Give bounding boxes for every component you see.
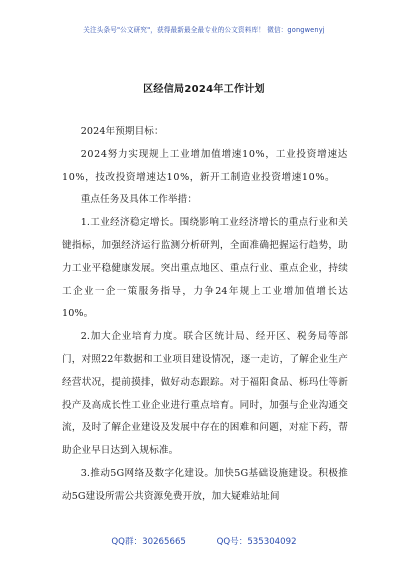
document-title: 区经信局2024年工作计划 — [143, 84, 265, 95]
paragraph-task-1: 1.工业经济稳定增长。围绕影响工业经济增长的重点行业和关键指标，加强经济运行监测分析研判，全面准确把握运行趋势，助力工业平稳健康发展。突出重点地区、重点行业、重点企业，持续工企业一企一策服务指导，力争24年规上工业增加值增长达10%。 — [62, 217, 348, 320]
contact-footer — [0, 535, 408, 547]
paragraph-targets: 2024努力实现规上工业增加值增速10%，工业投资增速达10%，技改投资增速达10%，新开工制造业投资增速10%。 — [62, 148, 348, 183]
paragraph-target-heading: 2024年预期目标： — [80, 126, 164, 137]
paragraph-tasks-heading: 重点任务及具体工作举措： — [80, 194, 198, 206]
qq-group-text: QQ群：30265665 — [111, 537, 186, 547]
paragraph-task-3: 3.推动5G网络及数字化建设。加快5G基础设施建设。积极推动5G建设所需公共资源免费开放，加大疑难站址间 — [62, 467, 348, 502]
qq-number-text: QQ号：535304092 — [216, 537, 297, 547]
document-body — [62, 121, 348, 509]
promo-banner: 关注头条号"公文研究"，获得最新最全最专业的公文资料库！ 微信：gongwenyj — [83, 26, 325, 34]
paragraph-task-2: 2.加大企业培育力度。联合区统计局、经开区、税务局等部门，对照22年数据和工业项目建设情况，逐一走访，了解企业生产经营状况，提前摸排，做好动态跟踪。对于福阳食品、栎玛仕等新投产及高成长性工业企业进行重点培育。同时，加强与企业沟通交流，及时了解企业建设及发展中存在的困难和问题，对症下药，帮助企业早日达到入规标准。 — [62, 331, 348, 457]
